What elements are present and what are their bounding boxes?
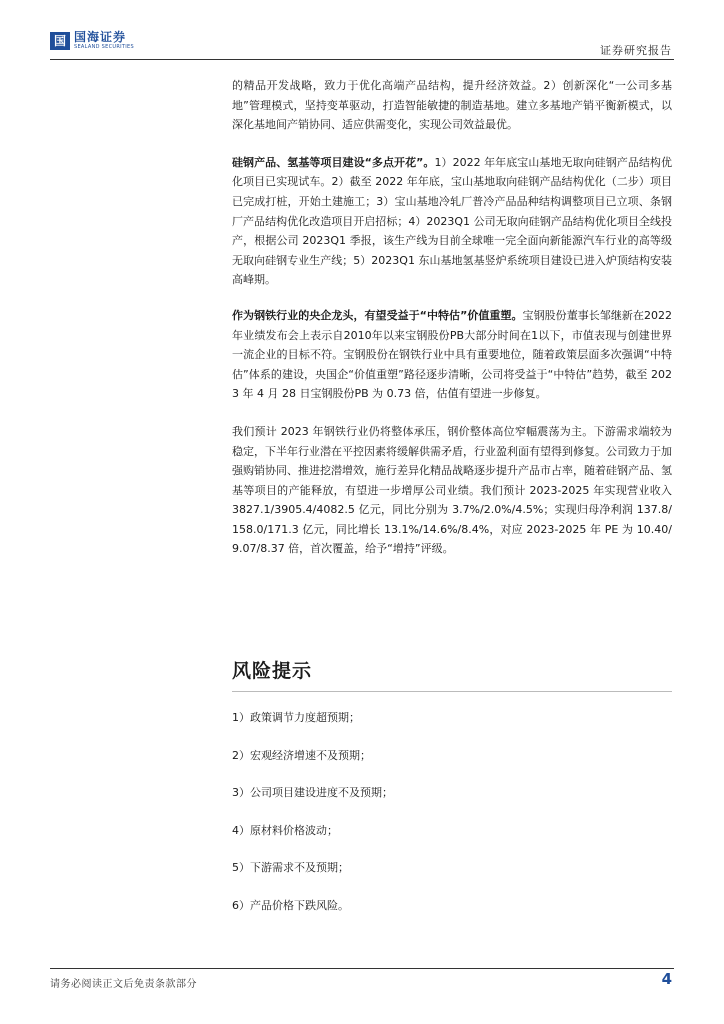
page-header: [0, 0, 724, 60]
paragraph-text: 1）2022 年年底宝山基地无取向硅钢产品结构优化项目已实现试车。2）截至 2022 年年底，宝山基地取向硅钢产品结构优化（二步）项目已完成打桩，开始土建施工；3）宝山基地冷轧厂普冷产品品种结构调整项目已立项、条钢厂产品结构优化改造项目开启招标；4）2023Q1 公司无取向硅钢产品结构优化项目全线投产，根据公司 2023Q1 季报，该生产线为目前全球唯一完全面向新能源汽车行业的高等级无取向硅钢专业生产线；5）2023Q1 东山基地氢基竖炉系统项目建设已进入炉顶结构安装高峰期。: [232, 155, 672, 287]
company-logo: [50, 31, 134, 50]
logo-name: 国海证券: [74, 30, 127, 44]
risk-item: 4）原材料价格波动；: [232, 823, 338, 837]
footer-divider: [50, 968, 674, 969]
risk-section-title: 风险提示: [232, 660, 313, 682]
risk-item: 5）下游需求不及预期；: [232, 861, 349, 875]
logo-mark-icon: 国: [50, 32, 70, 50]
body-content: [232, 76, 672, 559]
logo-english-name: SEALAND SECURITIES: [74, 44, 134, 50]
risk-list: [232, 710, 672, 936]
header-divider: [50, 59, 674, 60]
paragraph-heading: 硅钢产品、氢基等项目建设“多点开花”。: [232, 155, 435, 169]
paragraph-strategy: [232, 76, 672, 135]
risk-item: 1）政策调节力度超预期；: [232, 711, 360, 724]
paragraph-heading: 作为钢铁行业的央企龙头，有望受益于“中特估”价值重塑。: [232, 308, 523, 322]
report-type-label: 证券研究报告: [600, 44, 672, 57]
risk-item: 2）宏观经济增速不及预期；: [232, 748, 371, 762]
disclaimer-note: 请务必阅读正文后免责条款部分: [50, 979, 197, 990]
paragraph-forecast: [232, 422, 672, 559]
page-number: 4: [661, 970, 672, 988]
paragraph-text: 我们预计 2023 年钢铁行业仍将整体承压，钢价整体高位窄幅震荡为主。下游需求端较为稳定，下半年行业潜在平控因素将缓解供需矛盾，行业盈利面有望得到修复。公司致力于加强购销协同、推进挖潜增效，施行差异化精品战略逐步提升产品市占率，随着硅钢产品、氢基等项目的产能释放，有望进一步增厚公司业绩。我们预计 2023-2025 年实现营业收入 3827.1/3905.4/4082.5 亿元，同比分别为 3.7%/2.0%/4.5%；实现归母净利润 137.8/158.0/171.3 亿元，同比增长 13.1%/14.6%/8.4%，对应 2023-2025 年 PE 为 10.40/9.07/8.37 倍，首次覆盖，给予“增持”评级。: [232, 424, 672, 556]
risk-item: 6）产品价格下跌风险。: [232, 898, 349, 912]
risk-title-divider: [232, 691, 672, 692]
logo-text: [74, 31, 134, 50]
risk-item: 3）公司项目建设进度不及预期；: [232, 786, 393, 800]
paragraph-text: 的精品开发战略，致力于优化高端产品结构，提升经济效益。2）创新深化“一公司多基地”管理模式，坚持变革驱动，打造智能敏捷的制造基地。建立多基地产销平衡新模式，以深化基地间产销协同、适应供需变化，实现公司效益最优。: [232, 79, 672, 132]
paragraph-text: 宝钢股份董事长邹继新在2022年业绩发布会上表示自2010年以来宝钢股份PB大部分时间在1以下，市值表现与创建世界一流企业的目标不符。宝钢股份在钢铁行业中具有重要地位，随着政策层面多次强调“中特估”体系的建设，央国企“价值重塑”路径逐步清晰，公司将受益于“中特估”趋势，截至 2023 年 4 月 28 日宝钢股份PB 为 0.73 倍，估值有望进一步修复。: [232, 308, 672, 401]
paragraph-projects: [232, 153, 672, 290]
paragraph-valuation: [232, 306, 672, 404]
